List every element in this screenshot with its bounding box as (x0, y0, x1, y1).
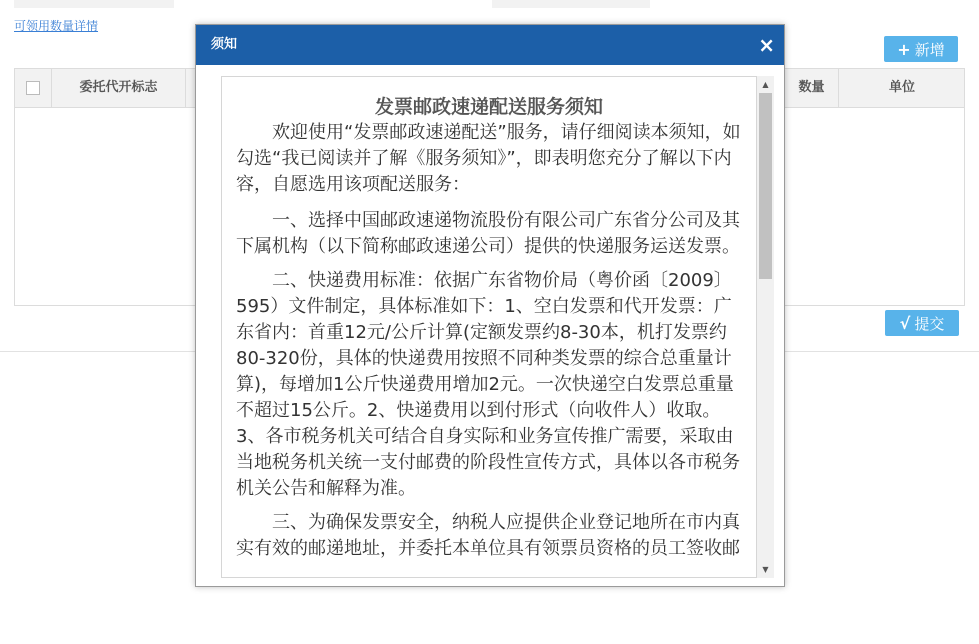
available-quantity-detail-link[interactable]: 可领用数量详情 (14, 19, 99, 33)
notice-content[interactable] (221, 76, 757, 578)
notice-text (236, 91, 742, 570)
notice-scrollbar[interactable] (757, 76, 774, 578)
notice-paragraph: 三、为确保发票安全，纳税人应提供企业登记地所在市内真实有效的邮递地址，并委托本单位具有领票员资格的员工签收邮 (236, 512, 740, 559)
dialog-title: 须知 (211, 37, 238, 52)
submit-button[interactable] (885, 310, 959, 336)
dialog-header (196, 25, 784, 65)
column-header-quantity: 数量 (785, 69, 839, 107)
notice-heading: 发票邮政速递配送服务须知 (374, 96, 603, 118)
column-header-delegate-flag: 委托代开标志 (52, 69, 186, 107)
plus-icon: + (897, 39, 911, 59)
notice-paragraph: 欢迎使用“发票邮政速递配送”服务，请仔细阅读本须知，如勾选“我已阅读并了解《服务须知》”，即表明您充分了解以下内容，自愿选用该项配送服务： (236, 122, 741, 195)
notice-paragraph: 二、快递费用标准：依据广东省物价局（粤价函〔2009〕595）文件制定，具体标准如下：1、空白发票和代开发票：广东省内：首重12元/公斤计算(定额发票约8-30本，机打发票约80-320份，具体的快递费用按照不同种类发票的综合总重量计算)，每增加1公斤快递费用增加2元。一次快递空白发票总重量不超过15公斤。2、快递费用以到付形式（向收件人）收取。 (236, 270, 734, 421)
scroll-up-arrow-icon[interactable]: ▲ (762, 80, 769, 89)
notice-dialog (195, 24, 785, 587)
submit-button-label: 提交 (914, 314, 945, 333)
scroll-down-arrow-icon[interactable]: ▼ (762, 565, 769, 574)
scrollbar-thumb[interactable] (759, 93, 772, 279)
add-button[interactable] (884, 36, 958, 62)
column-header-unit: 单位 (888, 80, 915, 95)
close-icon[interactable]: × (758, 33, 775, 57)
notice-paragraph: 一、选择中国邮政速递物流股份有限公司广东省分公司及其下属机构（以下简称邮政速递公司）提供的快递服务运送发票。 (236, 210, 740, 257)
select-all-checkbox[interactable] (26, 81, 40, 95)
check-icon: √ (899, 313, 911, 333)
add-button-label: 新增 (914, 40, 945, 59)
top-field-right (492, 0, 650, 8)
select-all-cell (15, 69, 52, 107)
notice-paragraph: 3、各市税务机关可结合自身实际和业务宣传推广需要，采取由当地税务机关统一支付邮费的阶段性宣传方式，具体以各市税务机关公告和解释为准。 (236, 426, 740, 499)
top-field-left (14, 0, 174, 8)
